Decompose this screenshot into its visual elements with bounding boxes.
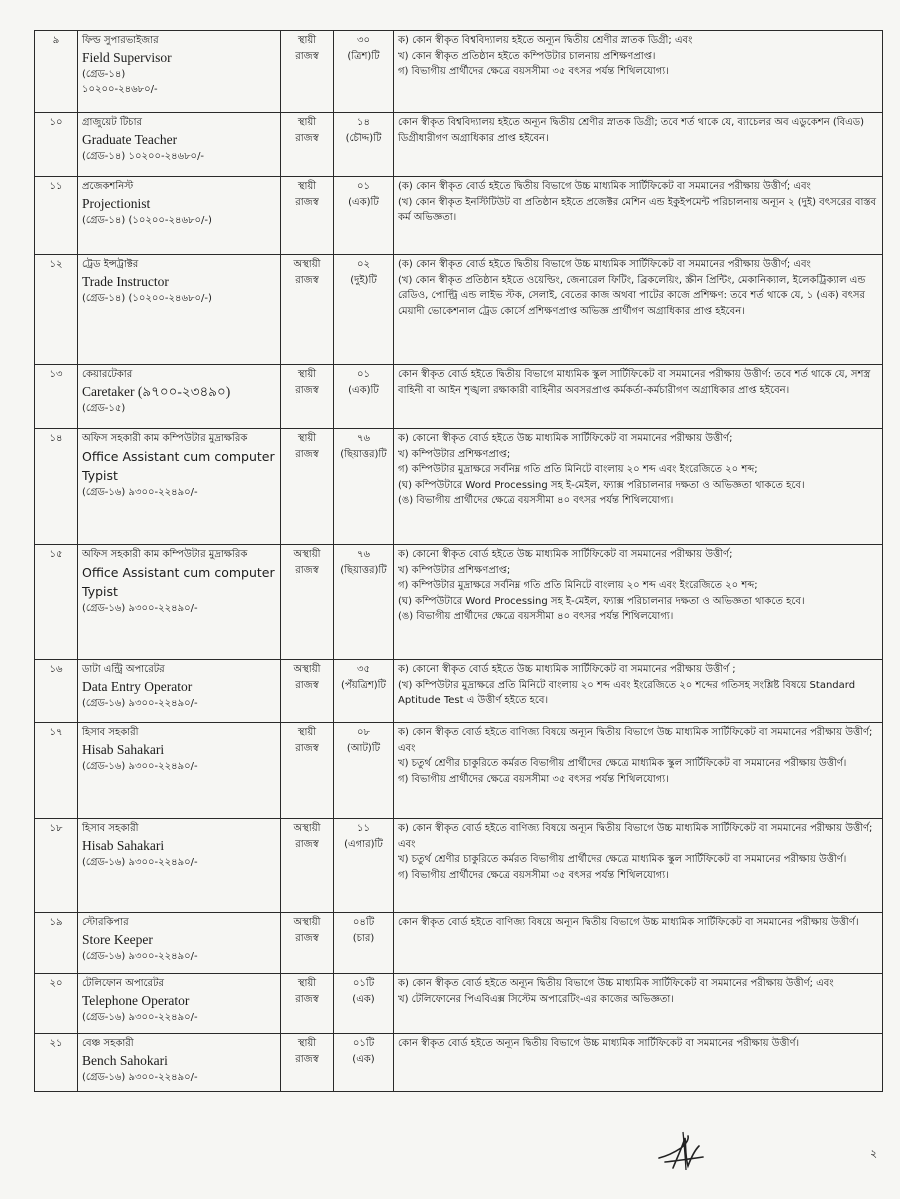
vacancy-count-cell (334, 974, 394, 1034)
qualification-line: (ঘ) কম্পিউটারে Word Processing সহ ই-মেইল, ফ্যাক্স পরিচালনার দক্ষতা ও অভিজ্ঞতা থাকতে হবে। (398, 595, 805, 607)
vacancy-count: ০৪টি (352, 917, 375, 928)
serial-number: ২১ (35, 1034, 78, 1092)
post-status-cell (281, 913, 334, 974)
vacancy-count-cell (334, 31, 394, 113)
vacancy-count: ০১টি (352, 1038, 375, 1049)
post-name-cell (78, 913, 281, 974)
post-status: রাজস্ব (295, 679, 319, 691)
qualification-line: গ) কম্পিউটার মুদ্রাক্ষরে সর্বনিম্ন গতি প্রতি মিনিটে বাংলায় ২০ শব্দ এবং ইংরেজিতে ২০ শব্দ; (398, 580, 758, 591)
qualification-line: কোন স্বীকৃত বোর্ড হইতে বাণিজ্য বিষয়ে অন্যূন দ্বিতীয় বিভাগে উচ্চ মাধ্যমিক সার্টিফিকেট বা সমমানের পরীক্ষায় উত্তীর্ণ। (398, 917, 859, 928)
post-status-cell (281, 429, 334, 545)
post-name-bangla: হিসাব সহকারী (82, 727, 139, 738)
table-row (35, 1034, 883, 1092)
vacancy-count: (চার) (352, 932, 375, 944)
vacancy-count: ০২ (356, 259, 370, 270)
post-status: রাজস্ব (295, 564, 319, 576)
qualification-line: খ) টেলিফোনের পিএবিএক্স সিস্টেম অপারেটিং-এর কাজের অভিজ্ঞতা। (398, 993, 674, 1005)
vacancy-count: (এক)টি (348, 196, 379, 208)
qualification-line: ক) কোনো স্বীকৃত বোর্ড হইতে উচ্চ মাধ্যমিক সার্টিফিকেট বা সমমানের পরীক্ষায় উত্তীর্ণ ; (398, 664, 736, 675)
pay-grade: (গ্রেড-১৬) ৯৩০০-২২৪৯০/- (82, 697, 198, 709)
table-row (35, 913, 883, 974)
pay-grade: (গ্রেড-১৪) (১০২০০-২৪৬৮০/-) (82, 292, 212, 304)
post-status: রাজস্ব (295, 1053, 319, 1065)
qualification-cell (394, 365, 883, 429)
qualification-cell (394, 660, 883, 723)
vacancy-count: (দুই)টি (350, 274, 377, 286)
post-status-cell (281, 545, 334, 660)
post-name-cell (78, 177, 281, 255)
vacancy-count-cell (334, 723, 394, 819)
post-status: স্থায়ী (297, 181, 317, 192)
vacancy-count: (ছিয়াত্তর)টি (340, 448, 387, 460)
table-row (35, 177, 883, 255)
post-name-english: Hisab Sahakari (82, 741, 165, 757)
qualification-line: (খ) কম্পিউটার মুদ্রাক্ষরে প্রতি মিনিটে বাংলায় ২০ শব্দ এবং ইংরেজিতে ২০ শব্দের গতিসহ সংশ্লিষ্ট বিষয়ে Standard Aptitude Test এ উত্তীর্ণ হইতে হবে। (398, 679, 856, 706)
post-status: রাজস্ব (295, 196, 319, 208)
post-status: অস্থায়ী (293, 664, 321, 675)
post-status: স্থায়ী (297, 1038, 317, 1049)
serial-number: ৯ (35, 31, 78, 113)
vacancy-count: ৩৫ (357, 664, 370, 675)
post-status: অস্থায়ী (293, 259, 321, 270)
post-status: রাজস্ব (295, 384, 319, 396)
table-row (35, 660, 883, 723)
post-status-cell (281, 255, 334, 365)
post-status-cell (281, 31, 334, 113)
qualification-line: খ) চতুর্থ শ্রেণীর চাকুরিতে কর্মরত বিভাগীয় প্রার্থীদের ক্ষেত্রে মাধ্যমিক স্কুল সার্টিফিকেট বা সমমানের পরীক্ষায় উত্তীর্ণ। (398, 758, 847, 769)
qualification-line: গ) কম্পিউটার মুদ্রাক্ষরে সর্বনিম্ন গতি প্রতি মিনিটে বাংলায় ২০ শব্দ এবং ইংরেজিতে ২০ শব্দ; (398, 464, 758, 475)
table-row (35, 113, 883, 177)
qualification-line: গ) বিভাগীয় প্রার্থীদের ক্ষেত্রে বয়সসীমা ৩৫ বৎসর পর্যন্ত শিথিলযোগ্য। (398, 66, 669, 77)
qualification-line: ক) কোনো স্বীকৃত বোর্ড হইতে উচ্চ মাধ্যমিক সার্টিফিকেট বা সমমানের পরীক্ষায় উত্তীর্ণ; (398, 433, 733, 444)
qualification-line: (ক) কোন স্বীকৃত বোর্ড হইতে দ্বিতীয় বিভাগে উচ্চ মাধ্যমিক সার্টিফিকেট বা সমমানের পরীক্ষায় উত্তীর্ণ; এবং (398, 259, 811, 270)
qualification-line: (খ) কোন স্বীকৃত ইনস্টিটিউট বা প্রতিষ্ঠান হইতে প্রজেক্টর মেশিন এন্ড ইকুইপমেন্ট পরিচালনায় অন্যূন ২ (দুই) বৎসরের বাস্তব কর্ম অভিজ্ঞতা। (398, 196, 877, 223)
vacancy-count-cell (334, 429, 394, 545)
vacancy-count-cell (334, 1034, 394, 1092)
vacancy-count: ৩০ (356, 35, 370, 46)
pay-grade: (গ্রেড-১৬) ৯৩০০-২২৪৯০/- (82, 1071, 198, 1083)
vacancy-count: ১১ (357, 823, 370, 834)
post-name-english: Caretaker (৯৭০০-২৩৪৯০) (82, 383, 231, 399)
vacancy-count: ০১টি (352, 978, 375, 989)
table-row (35, 365, 883, 429)
vacancy-count-cell (334, 113, 394, 177)
page-number: ২ (870, 1147, 878, 1160)
qualification-cell (394, 31, 883, 113)
qualification-line: গ) বিভাগীয় প্রার্থীদের ক্ষেত্রে বয়সসীমা ৩৫ বৎসর পর্যন্ত শিথিলযোগ্য। (398, 869, 669, 881)
vacancy-count-cell (334, 545, 394, 660)
post-name-english: Graduate Teacher (82, 131, 178, 147)
post-status: স্থায়ী (297, 117, 317, 128)
serial-number: ১৮ (35, 819, 78, 913)
qualification-cell (394, 429, 883, 545)
qualification-cell (394, 177, 883, 255)
post-status: রাজস্ব (295, 274, 319, 286)
vacancy-count: ৭৬ (356, 549, 370, 560)
post-status: রাজস্ব (295, 993, 319, 1005)
serial-number: ২০ (35, 974, 78, 1034)
pay-grade: (গ্রেড-১৪) (১০২০০-২৪৬৮০/-) (82, 214, 212, 226)
vacancy-count: (পঁয়ত্রিশ)টি (341, 679, 386, 691)
qualification-line: খ) চতুর্থ শ্রেণীর চাকুরিতে কর্মরত বিভাগীয় প্রার্থীদের ক্ষেত্রে মাধ্যমিক স্কুল সার্টিফিকেট বা সমমানের পরীক্ষায় উত্তীর্ণ। (398, 854, 847, 865)
post-name-bangla: ফিল্ড সুপারভাইজার (82, 35, 159, 46)
vacancy-count: (ছিয়াত্তর)টি (340, 564, 387, 576)
table-row (35, 723, 883, 819)
vacancy-count: (এক) (352, 1053, 375, 1065)
post-name-cell (78, 31, 281, 113)
post-name-cell (78, 365, 281, 429)
pay-grade: (গ্রেড-১৫) (82, 402, 126, 414)
vacancy-count-cell (334, 255, 394, 365)
post-name-bangla: অফিস সহকারী কাম কম্পিউটার মুদ্রাক্ষরিক (82, 433, 248, 444)
qualification-line: কোন স্বীকৃত বিশ্ববিদ্যালয় হইতে অন্যূন দ্বিতীয় শ্রেণীর স্নাতক ডিগ্রী; তবে শর্ত থাকে যে, ব্যাচেলর অব এডুকেশন (বিএড) ডিগ্রীধারীগণ অগ্রাধিকার প্রাপ্ত হইবেন। (398, 117, 865, 144)
qualification-line: খ) কম্পিউটার প্রশিক্ষণপ্রাপ্ত; (398, 448, 511, 460)
qualification-cell (394, 974, 883, 1034)
post-status: রাজস্ব (295, 838, 319, 850)
post-name-bangla: স্টোরকিপার (82, 917, 129, 928)
post-status-cell (281, 819, 334, 913)
pay-grade: (গ্রেড-১৬) ৯৩০০-২২৪৯০/- (82, 950, 198, 962)
post-status-cell (281, 365, 334, 429)
qualification-cell (394, 1034, 883, 1092)
serial-number: ১৬ (35, 660, 78, 723)
qualification-line: ক) কোন স্বীকৃত বিশ্ববিদ্যালয় হইতে অন্যূন দ্বিতীয় শ্রেণীর স্নাতক ডিগ্রী; এবং (398, 35, 693, 46)
vacancy-count: ০১ (357, 181, 370, 192)
post-name-english: Projectionist (82, 195, 151, 211)
post-name-english: Hisab Sahakari (82, 837, 165, 853)
post-name-bangla: ট্রেড ইন্সট্রাক্টর (82, 259, 139, 270)
qualification-line: ক) কোনো স্বীকৃত বোর্ড হইতে উচ্চ মাধ্যমিক সার্টিফিকেট বা সমমানের পরীক্ষায় উত্তীর্ণ; (398, 549, 733, 560)
post-name-bangla: কেয়ারটেকার (82, 369, 133, 380)
vacancy-table-body (35, 31, 883, 1092)
qualification-line: খ) কোন স্বীকৃত প্রতিষ্ঠান হইতে কম্পিউটার চালনায় প্রশিক্ষণপ্রাপ্ত। (398, 50, 656, 62)
post-name-cell (78, 819, 281, 913)
pay-grade: (গ্রেড-১৬) ৯৩০০-২২৪৯০/- (82, 486, 198, 498)
vacancy-table (34, 30, 883, 1092)
post-name-cell (78, 1034, 281, 1092)
table-row (35, 974, 883, 1034)
post-name-english: Trade Instructor (82, 273, 169, 289)
vacancy-count: (চৌদ্দ)টি (345, 132, 382, 144)
qualification-line: কোন স্বীকৃত বোর্ড হইতে অন্যূন দ্বিতীয় বিভাগে উচ্চ মাধ্যমিক সার্টিফিকেট বা সমমানের পরীক্ষায় উত্তীর্ণ। (398, 1038, 800, 1049)
pay-grade: (গ্রেড-১৬) ৯৩০০-২২৪৯০/- (82, 760, 198, 772)
post-name-bangla: প্রজেকশনিস্ট (82, 181, 134, 192)
post-status: রাজস্ব (295, 448, 319, 460)
post-name-bangla: ডাটা এন্ট্রি অপারেটর (82, 664, 165, 675)
post-name-cell (78, 723, 281, 819)
vacancy-count: (আট)টি (346, 742, 381, 754)
pay-grade: (গ্রেড-১৬) ৯৩০০-২২৪৯০/- (82, 1011, 198, 1023)
post-name-english: Data Entry Operator (82, 678, 193, 694)
serial-number: ১৯ (35, 913, 78, 974)
qualification-line: (ক) কোন স্বীকৃত বোর্ড হইতে দ্বিতীয় বিভাগে উচ্চ মাধ্যমিক সার্টিফিকেট বা সমমানের পরীক্ষায় উত্তীর্ণ; এবং (398, 181, 811, 192)
vacancy-count-cell (334, 913, 394, 974)
qualification-line: ক) কোন স্বীকৃত বোর্ড হইতে বাণিজ্য বিষয়ে অন্যূন দ্বিতীয় বিভাগে উচ্চ মাধ্যমিক সার্টিফিকেট বা সমমানের পরীক্ষায় উত্তীর্ণ; এবং (398, 823, 873, 850)
table-row (35, 255, 883, 365)
post-name-cell (78, 255, 281, 365)
post-status-cell (281, 974, 334, 1034)
post-name-bangla: হিসাব সহকারী (82, 823, 139, 834)
post-status: স্থায়ী (297, 727, 317, 738)
post-status: অস্থায়ী (293, 917, 321, 928)
post-status: স্থায়ী (297, 433, 317, 444)
vacancy-count-cell (334, 660, 394, 723)
post-name-cell (78, 974, 281, 1034)
post-name-cell (78, 429, 281, 545)
post-name-english: Store Keeper (82, 931, 153, 947)
post-status-cell (281, 1034, 334, 1092)
post-status-cell (281, 177, 334, 255)
post-name-bangla: অফিস সহকারী কাম কম্পিউটার মুদ্রাক্ষরিক (82, 549, 248, 560)
qualification-line: গ) বিভাগীয় প্রার্থীদের ক্ষেত্রে বয়সসীমা ৩৫ বৎসর পর্যন্ত শিথিলযোগ্য। (398, 773, 669, 785)
post-name-english: Office Assistant cum computer Typist (82, 448, 275, 483)
post-status-cell (281, 113, 334, 177)
pay-grade: (গ্রেড-১৬) ৯৩০০-২২৪৯০/- (82, 602, 198, 614)
post-name-english: Telephone Operator (82, 992, 190, 1008)
qualification-cell (394, 255, 883, 365)
vacancy-count-cell (334, 177, 394, 255)
table-row (35, 545, 883, 660)
serial-number: ১৫ (35, 545, 78, 660)
serial-number: ১০ (35, 113, 78, 177)
qualification-line: কোন স্বীকৃত বোর্ড হইতে দ্বিতীয় বিভাগে মাধ্যমিক স্কুল সার্টিফিকেট বা সমমানের পরীক্ষায় উত্তীর্ণ: তবে শর্ত থাকে যে, সশস্ত্র বাহিনী বা আইন শৃঙ্খলা রক্ষাকারী বাহিনীর অবসরপ্রাপ্ত কর্মকর্তা-কর্মচারীগণ অগ্রাধিকার প্রাপ্ত হইবেন। (398, 369, 871, 396)
serial-number: ১৩ (35, 365, 78, 429)
serial-number: ১৪ (35, 429, 78, 545)
post-name-bangla: টেলিফোন অপারেটর (82, 978, 165, 989)
qualification-cell (394, 819, 883, 913)
qualification-cell (394, 113, 883, 177)
post-status: স্থায়ী (297, 35, 317, 46)
pay-grade: (গ্রেড-১৪) ১০২০০-২৪৬৮০/- (82, 150, 205, 162)
post-name-bangla: গ্রাজুয়েট টিচার (82, 117, 142, 128)
post-status: রাজস্ব (295, 132, 319, 144)
serial-number: ১৭ (35, 723, 78, 819)
post-status-cell (281, 660, 334, 723)
qualification-line: (ঙ) বিভাগীয় প্রার্থীদের ক্ষেত্রে বয়সসীমা ৪০ বৎসর পর্যন্ত শিথিলযোগ্য। (398, 495, 674, 506)
vacancy-count: (এগার)টি (344, 838, 383, 850)
post-status: স্থায়ী (297, 978, 317, 989)
vacancy-count: (ত্রিশ)টি (347, 50, 380, 62)
qualification-line: ক) কোন স্বীকৃত বোর্ড হইতে বাণিজ্য বিষয়ে অন্যূন দ্বিতীয় বিভাগে উচ্চ মাধ্যমিক সার্টিফিকেট বা সমমানের পরীক্ষায় উত্তীর্ণ; এবং (398, 727, 873, 754)
table-row (35, 819, 883, 913)
post-name-english: Bench Sahokari (82, 1052, 168, 1068)
post-status: রাজস্ব (295, 742, 319, 754)
vacancy-count: ০৮ (357, 727, 370, 738)
vacancy-count-cell (334, 819, 394, 913)
post-status-cell (281, 723, 334, 819)
post-status: অস্থায়ী (293, 823, 321, 834)
post-status: স্থায়ী (297, 369, 317, 380)
vacancy-count-cell (334, 365, 394, 429)
vacancy-count: (এক) (352, 993, 375, 1005)
vacancy-count: (এক)টি (348, 384, 379, 396)
qualification-line: খ) কম্পিউটার প্রশিক্ষণপ্রাপ্ত; (398, 564, 511, 576)
post-name-english: Field Supervisor (82, 49, 172, 65)
pay-scale: ১০২০০-২৪৬৮০/- (82, 84, 158, 95)
serial-number: ১২ (35, 255, 78, 365)
post-name-cell (78, 660, 281, 723)
qualification-line: (ঘ) কম্পিউটারে Word Processing সহ ই-মেইল, ফ্যাক্স পরিচালনার দক্ষতা ও অভিজ্ঞতা থাকতে হবে। (398, 479, 805, 491)
post-name-cell (78, 545, 281, 660)
signature (655, 1128, 707, 1174)
pay-grade: (গ্রেড-১৬) ৯৩০০-২২৪৯০/- (82, 856, 198, 868)
post-name-cell (78, 113, 281, 177)
post-name-english: Office Assistant cum computer Typist (82, 564, 275, 599)
post-name-bangla: বেঞ্চ সহকারী (82, 1038, 134, 1049)
table-row (35, 429, 883, 545)
vacancy-count: ১৪ (357, 117, 370, 128)
vacancy-count: ৭৬ (356, 433, 370, 444)
qualification-cell (394, 723, 883, 819)
post-status: রাজস্ব (295, 50, 319, 62)
table-row (35, 31, 883, 113)
vacancy-count: ০১ (357, 369, 370, 380)
qualification-cell (394, 545, 883, 660)
qualification-cell (394, 913, 883, 974)
qualification-line: ক) কোন স্বীকৃত বোর্ড হইতে অন্যূন দ্বিতীয় বিভাগে উচ্চ মাধ্যমিক সার্টিফিকেট বা সমমানের পরীক্ষায় উত্তীর্ণ; এবং (398, 978, 834, 989)
post-status: অস্থায়ী (293, 549, 321, 560)
qualification-line: (ঙ) বিভাগীয় প্রার্থীদের ক্ষেত্রে বয়সসীমা ৪০ বৎসর পর্যন্ত শিথিলযোগ্য। (398, 611, 674, 622)
serial-number: ১১ (35, 177, 78, 255)
qualification-line: (খ) কোন স্বীকৃত প্রতিষ্ঠান হইতে ওয়েল্ডিং, জেনারেল ফিটিং, ব্রিকলেয়িং, স্ক্রীন প্রিন্টিং, মেকানিক্যাল, ইলেকট্রিক্যাল এন্ড রেডিও, পোল্ট্রি এন্ড লাইভ স্টক, সেলাই, বেতের কাজ অথবা পাটের কাজে প্রশিক্ষণ: তবে শর্ত থাকে যে, ১ (এক) বৎসর মেয়াদী ভোকেশনাল ট্রেড কোর্সে প্রশিক্ষণপ্রাপ্ত অভিজ্ঞ প্রার্থীগণ অগ্রাধিকার প্রাপ্ত হইবেন। (398, 274, 866, 317)
post-status: রাজস্ব (295, 932, 319, 944)
pay-grade: (গ্রেড-১৪) (82, 68, 126, 80)
